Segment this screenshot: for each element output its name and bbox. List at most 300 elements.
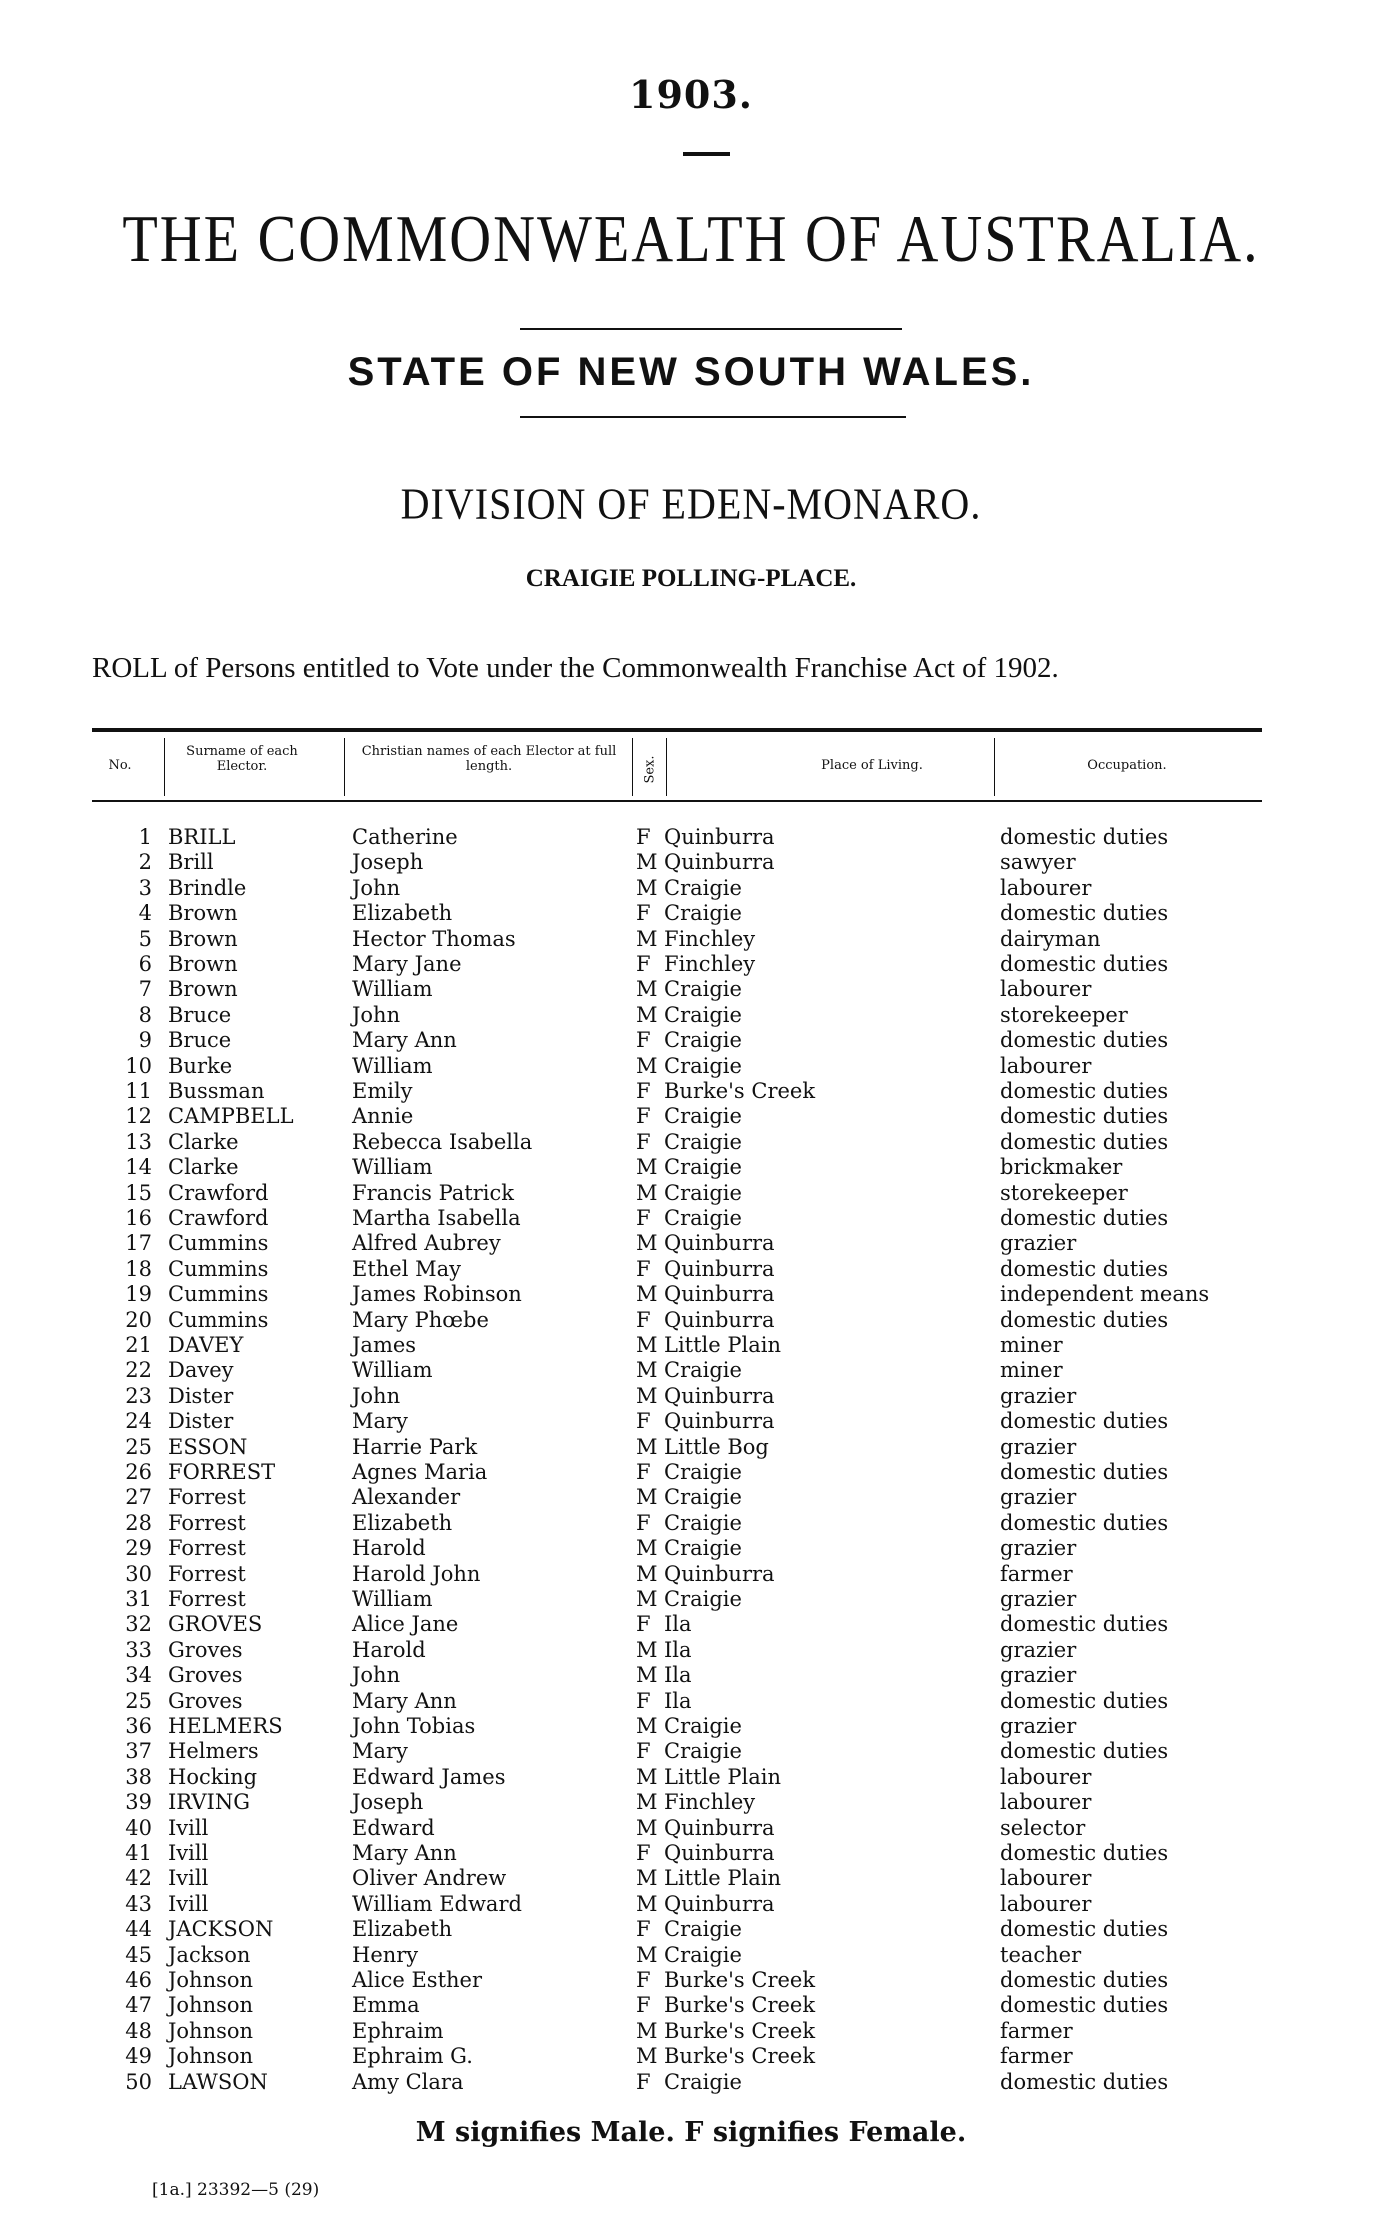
row-place: Craigie [664,1053,742,1078]
row-surname: Cummins [168,1256,269,1281]
row-christian-names: Martha Isabella [352,1206,521,1230]
row-surname: GROVES [168,1612,263,1637]
row-place: Little Plain [664,1764,781,1789]
row-sex: M [636,1180,658,1205]
row-place: Quinburra [664,1256,775,1281]
row-surname: Ivill [168,1891,209,1916]
row-christian-names: Emma [352,1993,420,2018]
row-christian-names: John [352,1002,401,1027]
row-christian-names: Ephraim G. [352,2044,473,2069]
table-row [0,1739,1382,1764]
row-christian-names: Mary [352,1739,408,1764]
table-row [0,1130,1382,1155]
col-surname: Surname of each Elector. [186,744,298,774]
row-number: 16 [125,1206,152,1230]
row-christian-names: Hector Thomas [352,926,516,951]
table-row [0,952,1382,977]
row-occupation: domestic duties [1000,1079,1169,1103]
table-row [0,1003,1382,1028]
row-occupation: brickmaker [1000,1155,1123,1180]
row-surname: Brill [168,850,214,875]
row-surname: Cummins [168,1282,269,1307]
row-occupation: domestic duties [1000,1688,1169,1713]
row-occupation: miner [1000,1358,1063,1383]
col-christian: Christian names of each Elector at full length. [361,744,617,774]
table-row [0,1917,1382,1942]
row-sex: F [636,2069,651,2094]
row-surname: Helmers [168,1739,259,1764]
print-code: [1a.] 23392—5 (29) [152,2180,320,2200]
row-occupation: grazier [1000,1434,1077,1459]
row-occupation: independent means [1000,1282,1210,1307]
row-sex: M [636,1663,658,1688]
row-sex: F [636,1510,651,1535]
row-surname: Brown [168,977,238,1002]
row-occupation: farmer [1000,1561,1073,1586]
table-row [0,977,1382,1002]
row-occupation: grazier [1000,1536,1077,1561]
row-christian-names: Rebecca Isabella [352,1129,533,1154]
row-sex: M [636,977,658,1002]
row-occupation: labourer [1000,1764,1092,1789]
row-sex: M [636,1002,658,1027]
row-occupation: miner [1000,1333,1063,1357]
row-christian-names: Joseph [352,850,424,875]
row-place: Craigie [664,1714,742,1738]
table-row [0,825,1382,850]
row-sex: M [636,2044,658,2069]
table-row [0,1968,1382,1993]
row-number: 15 [125,1180,152,1205]
row-number: 36 [125,1714,152,1738]
table-row [0,927,1382,952]
table-row [0,1689,1382,1714]
row-occupation: domestic duties [1000,1028,1169,1053]
row-occupation: domestic duties [1000,825,1169,849]
row-place: Craigie [664,1460,742,1484]
row-place: Finchley [664,926,756,951]
row-number: 13 [125,1129,152,1154]
row-occupation: grazier [1000,1714,1077,1738]
row-surname: Crawford [168,1180,269,1205]
col-place: Place of Living. [821,758,923,773]
row-sex: F [636,1688,651,1713]
row-surname: ESSON [168,1434,248,1459]
row-number: 19 [125,1282,152,1307]
row-sex: M [636,2018,658,2043]
row-sex: F [636,901,651,926]
row-christian-names: William [352,1358,433,1383]
row-number: 30 [125,1561,152,1586]
row-place: Craigie [664,1002,742,1027]
table-row [0,1054,1382,1079]
row-occupation: grazier [1000,1231,1077,1256]
row-sex: M [636,1383,658,1408]
row-surname: Cummins [168,1307,269,1332]
row-surname: Burke [168,1053,233,1078]
row-surname: Forrest [168,1587,246,1611]
row-place: Craigie [664,2069,742,2094]
row-number: 17 [125,1231,152,1256]
row-sex: M [636,1333,658,1357]
table-row [0,2044,1382,2069]
row-sex: M [636,926,658,951]
row-number: 42 [125,1866,152,1891]
row-christian-names: Emily [352,1079,413,1103]
row-number: 2 [138,850,152,875]
row-occupation: grazier [1000,1587,1077,1611]
table-row [0,1206,1382,1231]
row-sex: M [636,1815,658,1840]
row-sex: M [636,1866,658,1891]
col-occupation: Occupation. [1087,758,1167,773]
table-row [0,1155,1382,1180]
row-place: Quinburra [664,1561,775,1586]
row-occupation: domestic duties [1000,1841,1169,1865]
row-number: 23 [125,1383,152,1408]
row-christian-names: John [352,875,401,900]
row-place: Craigie [664,1485,742,1510]
row-place: Quinburra [664,1841,775,1865]
row-place: Ila [664,1637,692,1662]
row-place: Craigie [664,1206,742,1230]
row-surname: Groves [168,1663,243,1688]
row-occupation: domestic duties [1000,1510,1169,1535]
state-title: STATE OF NEW SOUTH WALES. [347,350,1035,394]
row-number: 14 [125,1155,152,1180]
row-sex: M [636,1942,658,1967]
row-surname: Ivill [168,1841,209,1865]
row-occupation: domestic duties [1000,1917,1169,1942]
row-number: 24 [125,1409,152,1434]
row-number: 34 [125,1663,152,1688]
row-sex: F [636,1968,651,1992]
row-christian-names: Ethel May [352,1256,461,1281]
row-occupation: domestic duties [1000,1104,1169,1129]
row-sex: F [636,825,651,849]
row-christian-names: William [352,1155,433,1180]
row-christian-names: Joseph [352,1790,424,1815]
row-surname: LAWSON [168,2069,268,2094]
row-surname: Ivill [168,1815,209,1840]
row-occupation: domestic duties [1000,1612,1169,1637]
row-sex: F [636,1739,651,1764]
row-christian-names: John [352,1383,401,1408]
row-number: 47 [125,1993,152,2018]
table-row [0,1282,1382,1307]
table-row [0,1435,1382,1460]
row-occupation: labourer [1000,1053,1092,1078]
row-surname: Davey [168,1358,234,1383]
row-number: 6 [138,952,152,976]
row-occupation: dairyman [1000,926,1101,951]
division-title: DIVISION OF EDEN-MONARO. [400,478,982,529]
row-place: Quinburra [664,1891,775,1916]
row-christian-names: Harold John [352,1561,481,1586]
row-number: 27 [125,1485,152,1510]
table-row [0,1028,1382,1053]
row-sex: M [636,1434,658,1459]
row-place: Craigie [664,977,742,1002]
row-sex: M [636,875,658,900]
row-number: 5 [138,926,152,951]
row-surname: Johnson [168,1968,254,1992]
table-header-rule [92,800,1262,802]
row-place: Craigie [664,1104,742,1129]
row-christian-names: Mary Jane [352,952,462,976]
table-row [0,1181,1382,1206]
row-number: 40 [125,1815,152,1840]
row-sex: F [636,1104,651,1129]
row-surname: Forrest [168,1485,246,1510]
row-surname: Hocking [168,1764,258,1789]
row-sex: M [636,1891,658,1916]
row-occupation: labourer [1000,977,1092,1002]
row-sex: M [636,1561,658,1586]
row-sex: F [636,1129,651,1154]
row-sex: F [636,1079,651,1103]
row-place: Craigie [664,1587,742,1611]
row-place: Quinburra [664,1307,775,1332]
row-place: Craigie [664,1155,742,1180]
row-place: Burke's Creek [664,2018,816,2043]
row-place: Ila [664,1663,692,1688]
row-surname: HELMERS [168,1714,283,1738]
row-surname: JACKSON [168,1917,274,1942]
row-place: Ila [664,1612,692,1637]
row-christian-names: Amy Clara [352,2069,464,2094]
row-surname: Forrest [168,1536,246,1561]
row-sex: F [636,1206,651,1230]
row-surname: CAMPBELL [168,1104,294,1129]
table-row [0,2070,1382,2095]
col-no: No. [108,758,132,773]
row-christian-names: John Tobias [352,1714,476,1738]
row-surname: Forrest [168,1561,246,1586]
row-surname: Bussman [168,1079,265,1103]
row-number: 32 [125,1612,152,1637]
year: 1903. [629,72,753,117]
row-surname: Johnson [168,1993,254,2018]
row-christian-names: Annie [352,1104,414,1129]
roll-heading: ROLL of Persons entitled to Vote under the Commonwealth Franchise Act of 1902. [92,652,1059,684]
table-row [0,1790,1382,1815]
row-number: 1 [138,825,152,849]
row-place: Craigie [664,1739,742,1764]
sex-legend: M signifies Male. F signifies Female. [415,2117,967,2148]
row-occupation: labourer [1000,875,1092,900]
table-row [0,1892,1382,1917]
row-occupation: selector [1000,1815,1086,1840]
row-christian-names: Mary Ann [352,1028,457,1053]
table-row [0,1460,1382,1485]
col-divider [632,738,633,796]
row-sex: M [636,1053,658,1078]
table-row [0,1714,1382,1739]
row-occupation: labourer [1000,1866,1092,1891]
row-place: Quinburra [664,850,775,875]
row-number: 28 [125,1510,152,1535]
row-number: 46 [125,1968,152,1992]
col-divider [164,738,165,796]
row-sex: M [636,1485,658,1510]
row-occupation: teacher [1000,1942,1082,1967]
row-number: 49 [125,2044,152,2069]
table-row [0,1816,1382,1841]
row-place: Craigie [664,1358,742,1383]
row-sex: F [636,1917,651,1942]
row-occupation: domestic duties [1000,1307,1169,1332]
row-christian-names: Mary Phœbe [352,1307,489,1332]
row-occupation: storekeeper [1000,1180,1128,1205]
row-christian-names: Mary Ann [352,1841,457,1865]
row-occupation: domestic duties [1000,901,1169,926]
row-place: Little Bog [664,1434,769,1459]
row-christian-names: James Robinson [352,1282,522,1307]
row-surname: Forrest [168,1510,246,1535]
row-surname: FORREST [168,1460,276,1484]
row-christian-names: Alexander [352,1485,461,1510]
row-christian-names: Edward [352,1815,435,1840]
table-row [0,1104,1382,1129]
row-occupation: domestic duties [1000,2069,1169,2094]
row-number: 21 [125,1333,152,1357]
row-place: Quinburra [664,1231,775,1256]
row-surname: BRILL [168,825,236,849]
row-sex: M [636,1714,658,1738]
row-place: Finchley [664,952,756,976]
row-place: Quinburra [664,1815,775,1840]
row-number: 20 [125,1307,152,1332]
row-christian-names: Oliver Andrew [352,1866,507,1891]
row-occupation: domestic duties [1000,1206,1169,1230]
row-christian-names: Mary [352,1409,408,1434]
row-place: Quinburra [664,825,775,849]
row-christian-names: Alice Jane [352,1612,459,1637]
row-occupation: grazier [1000,1383,1077,1408]
row-occupation: labourer [1000,1790,1092,1815]
row-number: 50 [125,2069,152,2094]
row-number: 43 [125,1891,152,1916]
row-christian-names: William [352,1053,433,1078]
title-rule [520,328,902,330]
row-surname: Clarke [168,1129,239,1154]
row-surname: Johnson [168,2044,254,2069]
row-place: Craigie [664,1510,742,1535]
row-sex: F [636,1028,651,1053]
row-sex: M [636,1358,658,1383]
row-occupation: domestic duties [1000,1739,1169,1764]
table-row [0,850,1382,875]
row-surname: Cummins [168,1231,269,1256]
row-place: Burke's Creek [664,1079,816,1103]
row-surname: Brown [168,926,238,951]
row-surname: Johnson [168,2018,254,2043]
column-header [92,730,1262,802]
row-occupation: domestic duties [1000,1993,1169,2018]
row-occupation: domestic duties [1000,1968,1169,1992]
row-number: 25 [125,1434,152,1459]
row-place: Little Plain [664,1866,781,1891]
row-occupation: labourer [1000,1891,1092,1916]
row-number: 26 [125,1460,152,1484]
row-christian-names: Alice Esther [352,1968,482,1992]
row-place: Quinburra [664,1282,775,1307]
row-sex: F [636,1841,651,1865]
table-row [0,1765,1382,1790]
row-surname: Groves [168,1637,243,1662]
row-sex: M [636,1790,658,1815]
row-number: 37 [125,1739,152,1764]
row-sex: F [636,1612,651,1637]
row-occupation: domestic duties [1000,1460,1169,1484]
col-divider [344,738,345,796]
row-christian-names: James [352,1333,417,1357]
row-christian-names: John [352,1663,401,1688]
row-place: Craigie [664,1917,742,1942]
row-number: 39 [125,1790,152,1815]
table-row [0,1536,1382,1561]
table-row [0,1993,1382,2018]
row-place: Quinburra [664,1409,775,1434]
table-row [0,1943,1382,1968]
row-surname: Jackson [168,1942,251,1967]
row-christian-names: Elizabeth [352,1510,453,1535]
row-sex: M [636,1587,658,1611]
row-surname: Crawford [168,1206,269,1230]
row-surname: Bruce [168,1002,232,1027]
row-sex: F [636,1460,651,1484]
row-surname: Dister [168,1383,234,1408]
table-row [0,1358,1382,1383]
table-row [0,1638,1382,1663]
row-sex: F [636,1256,651,1281]
row-sex: M [636,1231,658,1256]
table-row [0,1333,1382,1358]
row-surname: Brown [168,952,238,976]
row-christian-names: Francis Patrick [352,1180,514,1205]
table-row [0,876,1382,901]
row-number: 7 [138,977,152,1002]
polling-place-title: CRAIGIE POLLING-PLACE. [525,565,857,592]
row-christian-names: William Edward [352,1891,522,1916]
table-row [0,2019,1382,2044]
row-christian-names: Harold [352,1637,426,1662]
commonwealth-title: THE COMMONWEALTH OF AUSTRALIA. [122,201,1260,276]
row-occupation: storekeeper [1000,1002,1128,1027]
row-surname: Clarke [168,1155,239,1180]
table-row [0,1866,1382,1891]
row-occupation: domestic duties [1000,1256,1169,1281]
row-surname: DAVEY [168,1333,244,1357]
row-occupation: farmer [1000,2018,1073,2043]
row-number: 33 [125,1637,152,1662]
row-surname: IRVING [168,1790,250,1815]
col-divider [666,738,667,796]
col-sex: Sex. [642,755,658,784]
row-sex: M [636,1155,658,1180]
row-place: Burke's Creek [664,1968,816,1992]
row-place: Little Plain [664,1333,781,1357]
table-row [0,1485,1382,1510]
row-christian-names: Alfred Aubrey [352,1231,501,1256]
row-occupation: domestic duties [1000,1129,1169,1154]
row-christian-names: Catherine [352,825,458,849]
row-surname: Bruce [168,1028,232,1053]
row-place: Craigie [664,1028,742,1053]
row-sex: F [636,1993,651,2018]
short-rule [683,152,730,156]
